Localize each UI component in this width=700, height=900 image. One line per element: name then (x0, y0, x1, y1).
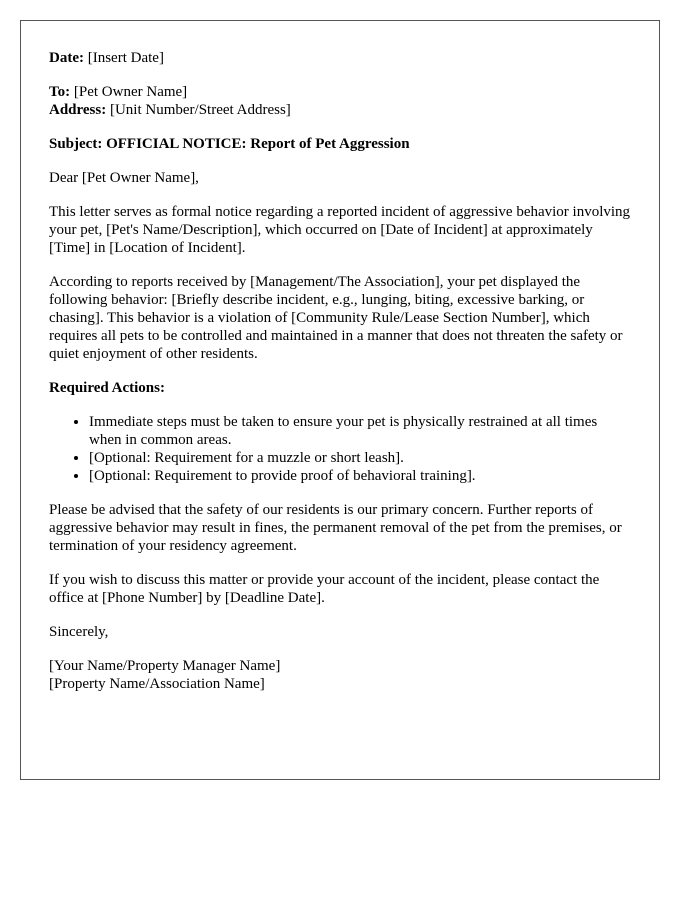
address-value: [Unit Number/Street Address] (109, 102, 291, 118)
closing: Sincerely, (49, 624, 109, 640)
address-label: Address: (49, 102, 107, 118)
signature-org: [Property Name/Association Name] (49, 676, 265, 692)
actions-heading: Required Actions: (49, 380, 165, 396)
date-label: Date: (49, 50, 84, 66)
salutation: Dear [Pet Owner Name], (49, 170, 199, 186)
letter-document (20, 20, 660, 780)
action-item: • Immediate steps must be taken to ensure your pet is physically restrained at all times when in common areas. (89, 413, 631, 449)
to-line (49, 83, 631, 101)
subject-line: Subject: OFFICIAL NOTICE: Report of Pet Aggression (49, 136, 410, 152)
to-value: [Pet Owner Name] (73, 84, 188, 100)
recipient-block (49, 83, 631, 119)
to-label: To: (49, 84, 71, 100)
action-item: • [Optional: Requirement to provide proof of behavioral training]. (89, 467, 631, 485)
action-item: • [Optional: Requirement for a muzzle or short leash]. (89, 449, 631, 467)
paragraph-incident: This letter serves as formal notice regarding a reported incident of aggressive behavior involving your pet, [Pet's Name/Description], which occurred on [Date of Incident] at approximately [Time] in [Location of Incident]. (49, 204, 631, 256)
paragraph-contact: If you wish to discuss this matter or provide your account of the incident, please contact the office at [Phone Number] by [Deadline Date]. (49, 572, 600, 606)
date-value: [Insert Date] (87, 50, 164, 66)
address-line (49, 101, 631, 119)
signature-block (49, 657, 631, 693)
date-line (49, 49, 631, 67)
paragraph-violation: According to reports received by [Management/The Association], your pet displayed the following behavior: [Briefly describe incident, e.g., lunging, biting, excessive barking, or chasing]. This behavior is a violation of [Community Rule/Lease Section Number], which requires all pets to be controlled and maintained in a manner that does not threaten the safety or quiet enjoyment of other residents. (49, 274, 623, 362)
actions-list (49, 413, 631, 485)
paragraph-warning: Please be advised that the safety of our residents is our primary concern. Further reports of aggressive behavior may result in fines, the permanent removal of the pet from the premises, or termination of your residency agreement. (49, 502, 622, 554)
signature-name: [Your Name/Property Manager Name] (49, 658, 281, 674)
